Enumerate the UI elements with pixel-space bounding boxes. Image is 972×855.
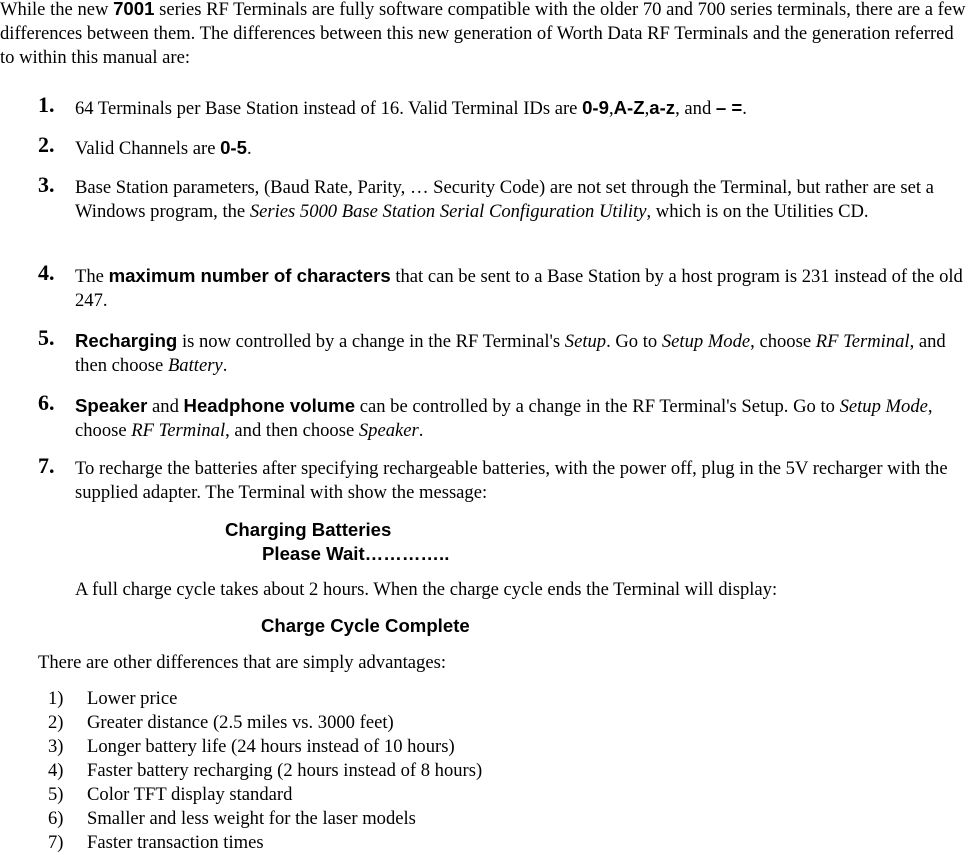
item-text: . Go to xyxy=(606,331,662,352)
advantage-text: Faster battery recharging (2 hours instead of 8 hours) xyxy=(87,760,483,781)
terminal-id-digits: 0-9 xyxy=(582,97,609,118)
message-charging-batteries: Charging Batteries xyxy=(225,519,392,540)
advantage-item xyxy=(0,831,972,855)
item-number: 1. xyxy=(38,92,55,117)
advantage-text: Faster transaction times xyxy=(87,832,264,853)
advantage-text: Greater distance (2.5 miles vs. 3000 feet) xyxy=(87,712,394,733)
setup-mode-term: Setup Mode xyxy=(661,331,751,352)
terminal-id-symbols: – = xyxy=(715,97,743,118)
item-text: , choose xyxy=(750,331,816,352)
item-body xyxy=(75,176,972,224)
item-text: , which is on the Utilities CD. xyxy=(646,201,869,222)
advantage-text: Color TFT display standard xyxy=(87,784,293,805)
intro-text-cont: series RF Terminals are fully software compatible with the older 70 and 700 series terminals, there are a few differences between them. The differences between this new generation of Worth Data RF Terminals and the generation referred to within this manual are: xyxy=(0,0,966,68)
terminal-id-lower: a-z xyxy=(649,97,676,118)
item-comma: , xyxy=(608,98,614,119)
item-text: , and then choose xyxy=(75,331,946,376)
item-text: that can be sent to a Base Station by a host program is 231 instead of the old 247. xyxy=(75,266,963,311)
advantage-text: Smaller and less weight for the laser models xyxy=(87,808,416,829)
headphone-volume-term: Headphone volume xyxy=(183,395,356,416)
max-characters-term: maximum number of characters xyxy=(108,265,391,286)
item-text: 64 Terminals per Base Station instead of 16. Valid Terminal IDs are xyxy=(75,98,583,119)
message-charge-cycle-complete: Charge Cycle Complete xyxy=(261,615,470,636)
speaker-term: Speaker xyxy=(75,395,148,416)
advantage-number: 1) xyxy=(48,688,64,709)
item-text: . xyxy=(222,355,228,376)
item-text: and xyxy=(147,396,184,417)
item-body xyxy=(75,329,972,378)
advantage-item xyxy=(0,711,972,735)
advantage-item xyxy=(0,735,972,759)
item-text: , and then choose xyxy=(225,420,359,441)
advantage-number: 5) xyxy=(48,784,64,805)
terminal-id-upper: A-Z xyxy=(613,97,645,118)
item-text: is now controlled by a change in the RF Terminal's xyxy=(177,331,565,352)
model-number: 7001 xyxy=(113,0,155,19)
advantages-intro: There are other differences that are simply advantages: xyxy=(38,652,447,673)
item-text: . xyxy=(246,138,252,159)
advantage-number: 3) xyxy=(48,736,64,757)
intro-text: While the new xyxy=(0,0,114,20)
advantage-text: Lower price xyxy=(87,688,178,709)
recharging-term: Recharging xyxy=(75,330,178,351)
advantage-number: 6) xyxy=(48,808,64,829)
battery-term: Battery xyxy=(167,355,223,376)
channel-range: 0-5 xyxy=(220,137,247,158)
item-number: 5. xyxy=(38,325,55,350)
item-body xyxy=(75,136,972,161)
charge-cycle-note: A full charge cycle takes about 2 hours. When the charge cycle ends the Terminal will display: xyxy=(75,579,778,600)
item-body xyxy=(75,264,972,313)
item-text: can be controlled by a change in the RF Terminal's Setup. Go to xyxy=(355,396,840,417)
item-comma: , xyxy=(644,98,650,119)
item-text: Valid Channels are xyxy=(75,138,221,159)
item-text: , choose xyxy=(75,396,933,441)
item-body xyxy=(75,394,972,443)
item-text: . xyxy=(742,98,747,119)
setup-mode-term: Setup Mode xyxy=(839,396,928,417)
advantage-item xyxy=(0,807,972,831)
item-text: . xyxy=(418,420,424,441)
advantage-item xyxy=(0,759,972,783)
advantage-number: 7) xyxy=(48,832,64,853)
message-please-wait: Please Wait………….. xyxy=(262,543,450,564)
item-body xyxy=(75,457,972,505)
item-number: 3. xyxy=(38,172,55,197)
item-text: , and xyxy=(675,98,716,119)
item-text: Base Station parameters, (Baud Rate, Parity, … Security Code) are not set through the Terminal, but rather are set a Windows program, the xyxy=(75,177,934,222)
item-number: 4. xyxy=(38,260,55,285)
setup-term: Setup xyxy=(564,331,607,352)
item-number: 2. xyxy=(38,132,55,157)
item-number: 6. xyxy=(38,390,55,415)
item-text: The xyxy=(75,266,109,287)
utility-name: Series 5000 Base Station Serial Configuration Utility xyxy=(249,201,647,222)
rf-terminal-term: RF Terminal xyxy=(815,331,910,352)
advantage-item xyxy=(0,783,972,807)
advantage-number: 4) xyxy=(48,760,64,781)
advantage-number: 2) xyxy=(48,712,64,733)
intro-paragraph xyxy=(0,0,972,70)
item-number: 7. xyxy=(38,453,55,478)
speaker-setting-term: Speaker xyxy=(358,420,419,441)
advantage-text: Longer battery life (24 hours instead of 10 hours) xyxy=(87,736,455,757)
item-text: To recharge the batteries after specifying rechargeable batteries, with the power off, plug in the 5V recharger with the supplied adapter. The Terminal with show the message: xyxy=(75,458,948,503)
item-body xyxy=(75,96,972,121)
advantage-item xyxy=(0,687,972,711)
rf-terminal-term: RF Terminal xyxy=(131,420,226,441)
